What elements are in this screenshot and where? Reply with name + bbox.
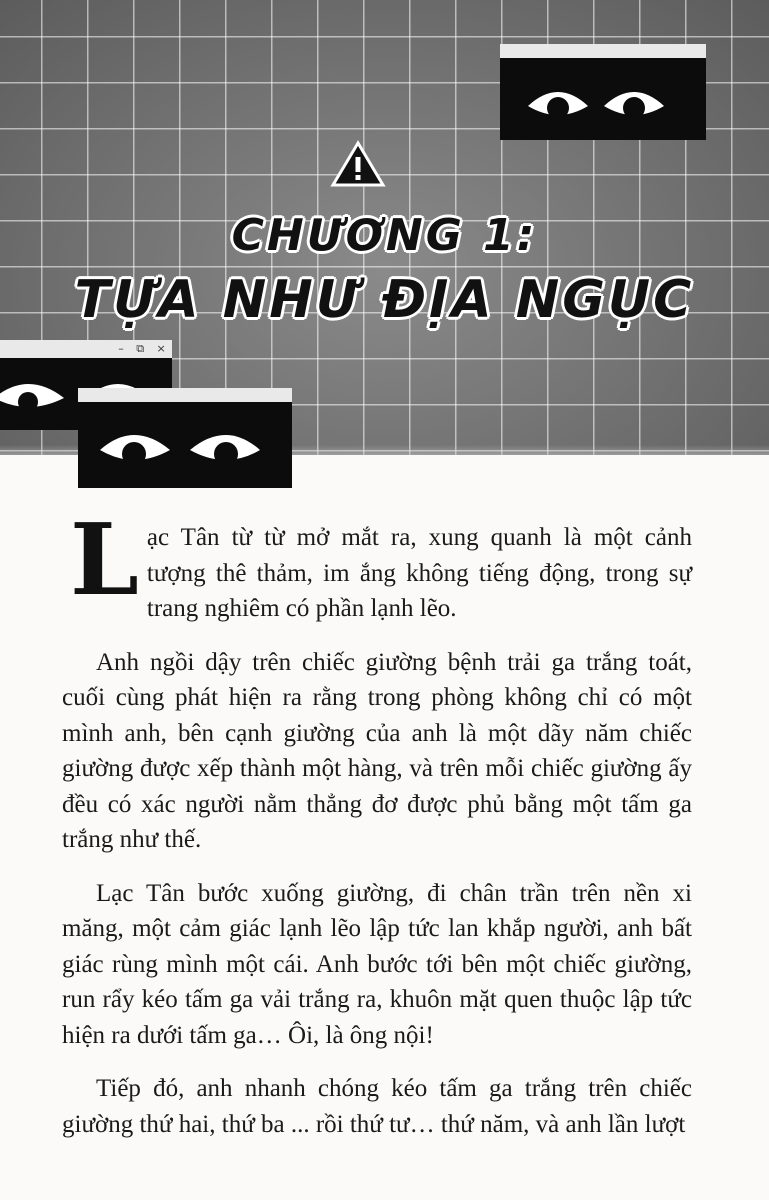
chapter-header-illustration [0, 0, 769, 455]
chapter-title: TỰA NHƯ ĐỊA NGỤC [74, 270, 695, 330]
paragraph: Lạc Tân từ từ mở mắt ra, xung quanh là một cảnh tượng thê thảm, im ắng không tiếng động, trong sự trang nghiêm có phần lạnh lẽo. [70, 503, 692, 622]
chapter-number: CHƯƠNG 1: [231, 210, 538, 261]
eyes-window-top-right [500, 44, 706, 140]
minimize-icon[interactable]: – [118, 342, 124, 355]
eyes-icon [78, 402, 292, 488]
paragraph: Tiếp đó, anh nhanh chóng kéo tấm ga trắng trên chiếc giường thứ hai, thứ ba ... rồi thứ tư… thứ năm, và anh lần lượt [62, 1075, 692, 1138]
window-body [78, 402, 292, 488]
warning-icon [330, 140, 386, 188]
chapter-body [62, 503, 692, 1160]
eyes-icon [500, 58, 706, 140]
close-icon[interactable]: × [156, 342, 166, 355]
restore-icon[interactable]: ⧉ [136, 342, 145, 355]
drop-cap: L [70, 503, 139, 618]
paragraph: Lạc Tân bước xuống giường, đi chân trần trên nền xi măng, một cảm giác lạnh lẽo lập tức lan khắp người, anh bất giác rùng mình một cái. Anh bước tới bên một chiếc giường, run rẩy kéo tấm ga vải trắng ra, khuôn mặt quen thuộc lập tức hiện ra dưới tấm ga… Ôi, là ông nội! [62, 879, 692, 1049]
window-controls[interactable] [112, 341, 172, 357]
window-title-bar [500, 44, 706, 58]
eyes-window-left-lower [78, 388, 292, 488]
paragraph: Anh ngồi dậy trên chiếc giường bệnh trải ga trắng toát, cuối cùng phát hiện ra rằng trong phòng không chỉ có một mình anh, bên cạnh giường của anh là một dãy năm chiếc giường được xếp thành một hàng, và trên mỗi chiếc giường ấy đều có xác người nằm thẳng đơ được phủ bằng một tấm ga trắng như thế. [62, 648, 692, 853]
window-body [500, 58, 706, 140]
window-title-bar [78, 388, 292, 402]
